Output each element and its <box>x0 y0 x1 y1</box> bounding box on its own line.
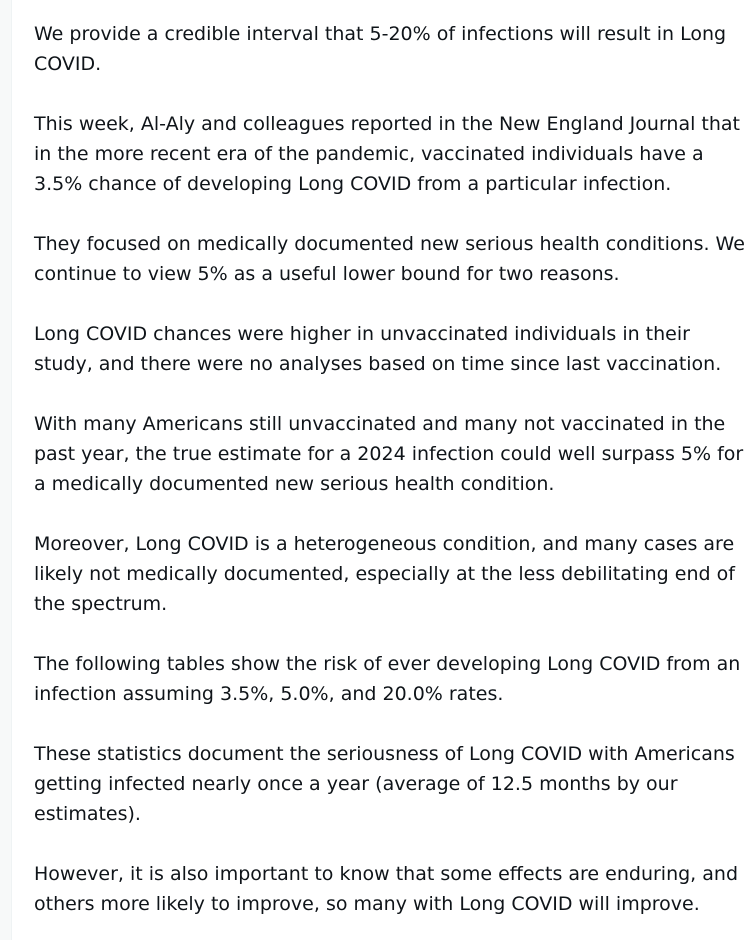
paragraph: However, it is also important to know that some effects are enduring, and others more likely to improve, so many with Long COVID will improve. <box>34 863 739 915</box>
paragraph: This week, Al-Aly and colleagues reported in the New England Journal that in the more recent era of the pandemic, vaccinated individuals have a 3.5% chance of developing Long COVID from a particular infection. <box>34 113 741 195</box>
paragraph: With many Americans still unvaccinated and many not vaccinated in the past year, the true estimate for a 2024 infection could well surpass 5% for a medically documented new serious health condition. <box>34 413 744 495</box>
paragraph: Moreover, Long COVID is a heterogeneous condition, and many cases are likely not medically documented, especially at the less debilitating end of the spectrum. <box>34 533 735 615</box>
paragraph: The following tables show the risk of ever developing Long COVID from an infection assuming 3.5%, 5.0%, and 20.0% rates. <box>34 653 741 705</box>
post-text-body <box>34 19 750 919</box>
paragraph: Long COVID chances were higher in unvaccinated individuals in their study, and there were no analyses based on time since last vaccination. <box>34 323 722 375</box>
paragraph: These statistics document the seriousness of Long COVID with Americans getting infected nearly once a year (average of 12.5 months by our estimates). <box>34 743 735 825</box>
paragraph: We provide a credible interval that 5-20% of infections will result in Long COVID. <box>34 23 727 75</box>
paragraph: They focused on medically documented new serious health conditions. We continue to view 5% as a useful lower bound for two reasons. <box>34 233 745 285</box>
left-border <box>0 0 12 940</box>
